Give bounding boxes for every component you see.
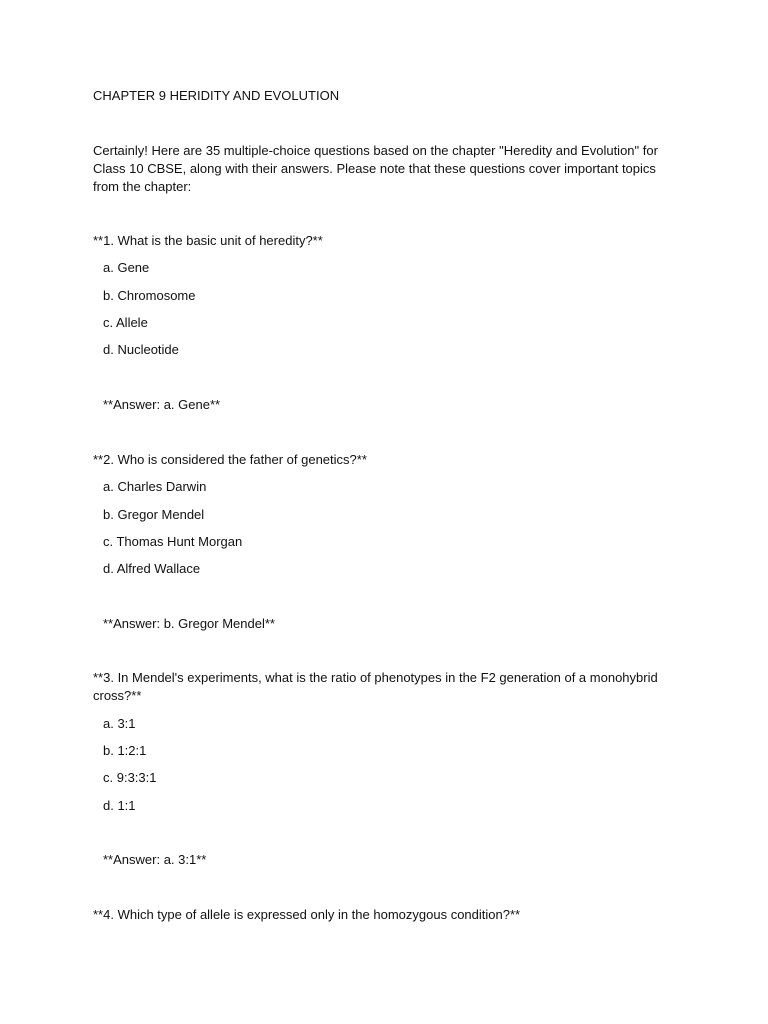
q1-option-d: d. Nucleotide [103, 342, 179, 357]
q3-option-a: a. 3:1 [103, 716, 136, 731]
question-4: **4. Which type of allele is expressed only in the homozygous condition?** [93, 907, 521, 922]
question-1: **1. What is the basic unit of heredity?** [93, 233, 323, 248]
q1-option-a: a. Gene [103, 260, 150, 275]
q1-answer: **Answer: a. Gene** [103, 397, 221, 412]
question-2: **2. Who is considered the father of genetics?** [93, 452, 367, 467]
q2-option-d: d. Alfred Wallace [103, 561, 201, 576]
q1-option-b: b. Chromosome [103, 288, 196, 303]
q2-answer: **Answer: b. Gregor Mendel** [103, 616, 275, 631]
document-title: CHAPTER 9 HERIDITY AND EVOLUTION [93, 88, 340, 103]
q3-option-b: b. 1:2:1 [103, 743, 147, 758]
intro-paragraph: Certainly! Here are 35 multiple-choice questions based on the chapter "Heredity and Evolution" for Class 10 CBSE, along with their answers. Please note that these questions cover important topics from the chapter: [93, 143, 658, 194]
q3-answer: **Answer: a. 3:1** [103, 852, 207, 867]
q2-option-a: a. Charles Darwin [103, 479, 207, 494]
q3-option-c: c. 9:3:3:1 [103, 770, 157, 785]
q1-option-c: c. Allele [103, 315, 148, 330]
q2-option-b: b. Gregor Mendel [103, 507, 205, 522]
question-3: **3. In Mendel's experiments, what is the ratio of phenotypes in the F2 generation of a monohybrid cross?** [93, 670, 658, 703]
q3-option-d: d. 1:1 [103, 798, 136, 813]
q2-option-c: c. Thomas Hunt Morgan [103, 534, 243, 549]
